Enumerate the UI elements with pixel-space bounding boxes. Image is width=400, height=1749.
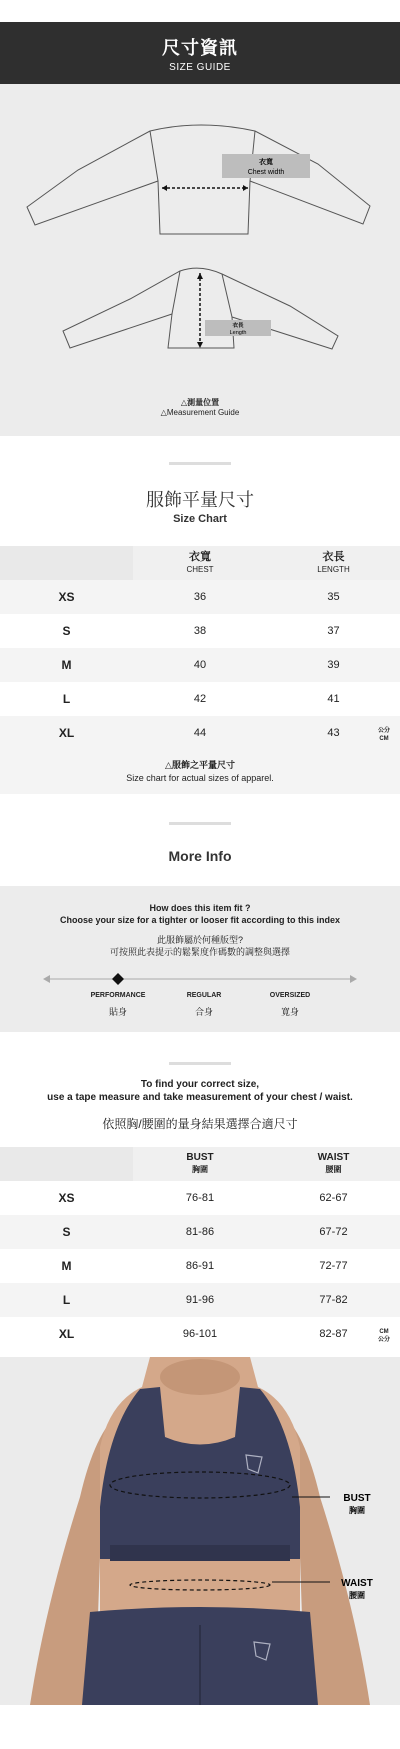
size-cell: M — [61, 1259, 72, 1273]
fit-index-band — [0, 886, 400, 1032]
table-row — [0, 1317, 400, 1351]
page-subtitle: SIZE GUIDE — [169, 62, 231, 73]
size-cell: S — [62, 1225, 71, 1239]
bust-header-en: BUST — [186, 1152, 214, 1163]
fit-label-oversized: OVERSIZED — [269, 992, 311, 999]
size-chart-table — [0, 546, 400, 750]
table-row — [0, 1181, 400, 1215]
unit-en: CM — [379, 736, 389, 742]
chest-cell: 36 — [193, 591, 207, 603]
fit-instruction-en: Choose your size for a tighter or looser fit according to this index — [59, 915, 341, 925]
length-header — [267, 546, 400, 580]
size-chart-subtitle: Size Chart — [173, 513, 227, 525]
length-header-en: LENGTH — [317, 565, 350, 574]
length-header-cn: 衣長 — [322, 551, 345, 563]
chest-header-en: CHEST — [186, 565, 214, 574]
size-cell: XS — [58, 590, 75, 604]
scale-left-arrow-icon — [43, 975, 50, 983]
bust-cell: 81-86 — [185, 1226, 215, 1238]
scale-right-arrow-icon — [350, 975, 357, 983]
chest-cell: 42 — [193, 693, 207, 705]
unit-en: CM — [379, 1329, 389, 1335]
table-row — [0, 1249, 400, 1283]
fit-label-regular-cn: 合身 — [194, 1007, 213, 1017]
header-blank-cell — [0, 1147, 133, 1181]
unit-cn: 公分 — [377, 728, 390, 734]
table-header-row — [0, 546, 400, 580]
fit-question-cn: 此服飾屬於何種版型? — [156, 935, 243, 945]
body-measure-table — [0, 1147, 400, 1351]
size-chart-note-en: Size chart for actual sizes of apparel. — [126, 773, 274, 783]
unit-label — [378, 727, 390, 743]
waist-cell: 62-67 — [319, 1192, 348, 1204]
bust-cell: 91-96 — [185, 1294, 215, 1306]
section-divider — [169, 1062, 231, 1065]
waist-label-en: WAIST — [341, 1578, 373, 1589]
fit-label-oversized-cn: 寬身 — [280, 1007, 299, 1017]
bust-cell: 76-81 — [185, 1192, 215, 1204]
size-cell: XL — [58, 726, 75, 740]
waist-cell: 67-72 — [319, 1226, 348, 1238]
fit-instruction-cn: 可按照此表提示的鬆緊度作碼數的調整與選擇 — [109, 947, 290, 957]
page-title: 尺寸資訊 — [162, 38, 238, 58]
table-row — [0, 614, 400, 648]
bust-header — [133, 1147, 267, 1181]
bust-label-en: BUST — [343, 1493, 371, 1504]
chest-header-cn: 衣寬 — [189, 551, 211, 563]
waist-label-cn: 腰圍 — [349, 1591, 365, 1600]
table-header-row — [0, 1147, 400, 1181]
size-cell: S — [62, 624, 71, 638]
chest-header — [133, 546, 267, 580]
section-divider — [169, 822, 231, 825]
length-cell: 37 — [327, 625, 340, 637]
fit-label-performance-cn: 貼身 — [108, 1007, 127, 1017]
length-cell: 41 — [327, 693, 340, 705]
garment-diagram — [0, 84, 400, 394]
model-photo — [0, 1357, 400, 1705]
model-illustration — [0, 1357, 400, 1705]
measurement-guide — [0, 84, 400, 436]
fit-scale — [0, 969, 400, 989]
guide-caption-cn: △測量位置 — [180, 398, 220, 407]
garment-front-view — [27, 125, 370, 234]
size-cell: L — [62, 692, 71, 706]
fit-label-performance: PERFORMANCE — [90, 992, 146, 999]
waist-cell: 77-82 — [319, 1294, 348, 1306]
fit-question-en: How does this item fit ? — [149, 903, 251, 913]
length-cell: 43 — [327, 727, 340, 739]
body-intro-line1: To find your correct size, — [140, 1079, 260, 1090]
size-chart-note-band — [0, 750, 400, 794]
fit-label-regular: REGULAR — [186, 992, 222, 999]
table-row — [0, 648, 400, 682]
fit-marker-diamond-icon — [112, 973, 124, 985]
size-chart-title: 服飾平量尺寸 — [146, 490, 254, 510]
chest-label-cn: 衣寬 — [259, 158, 273, 166]
bust-cell: 86-91 — [185, 1260, 215, 1272]
length-label-cn: 衣長 — [232, 323, 244, 329]
table-row — [0, 1215, 400, 1249]
unit-label — [378, 1328, 390, 1344]
guide-caption-en: △Measurement Guide — [160, 408, 240, 417]
table-row — [0, 1283, 400, 1317]
size-cell: L — [62, 1293, 71, 1307]
chest-cell: 44 — [193, 727, 207, 739]
header-bar — [0, 22, 400, 84]
length-cell: 35 — [327, 591, 340, 603]
waist-header-cn: 腰圍 — [325, 1165, 342, 1174]
size-cell: XL — [58, 1327, 75, 1341]
length-cell: 39 — [327, 659, 340, 671]
bust-cell: 96-101 — [182, 1328, 218, 1340]
chest-cell: 40 — [193, 659, 207, 671]
table-row — [0, 716, 400, 750]
chest-label-en: Chest width — [247, 169, 285, 176]
chest-cell: 38 — [193, 625, 207, 637]
length-label-en: Length — [229, 330, 247, 336]
bust-header-cn: 胸圍 — [192, 1165, 208, 1174]
waist-cell: 72-77 — [319, 1260, 348, 1272]
bust-label-cn: 胸圍 — [349, 1506, 365, 1515]
section-divider — [169, 462, 231, 465]
unit-cn: 公分 — [377, 1337, 390, 1343]
more-info-title: More Info — [168, 848, 232, 864]
body-intro-cn: 依照胸/腰圍的量身結果選擇合適尺寸 — [102, 1117, 298, 1131]
size-cell: XS — [58, 1191, 75, 1205]
table-row — [0, 580, 400, 614]
waist-header-en: WAIST — [317, 1152, 350, 1163]
waist-header — [267, 1147, 400, 1181]
body-intro-line2: use a tape measure and take measurement of your chest / waist. — [47, 1092, 353, 1103]
header-blank-cell — [0, 546, 133, 580]
waist-cell: 82-87 — [319, 1328, 348, 1340]
size-chart-note-cn: △服飾之平量尺寸 — [165, 760, 235, 770]
size-cell: M — [61, 658, 72, 672]
table-row — [0, 682, 400, 716]
